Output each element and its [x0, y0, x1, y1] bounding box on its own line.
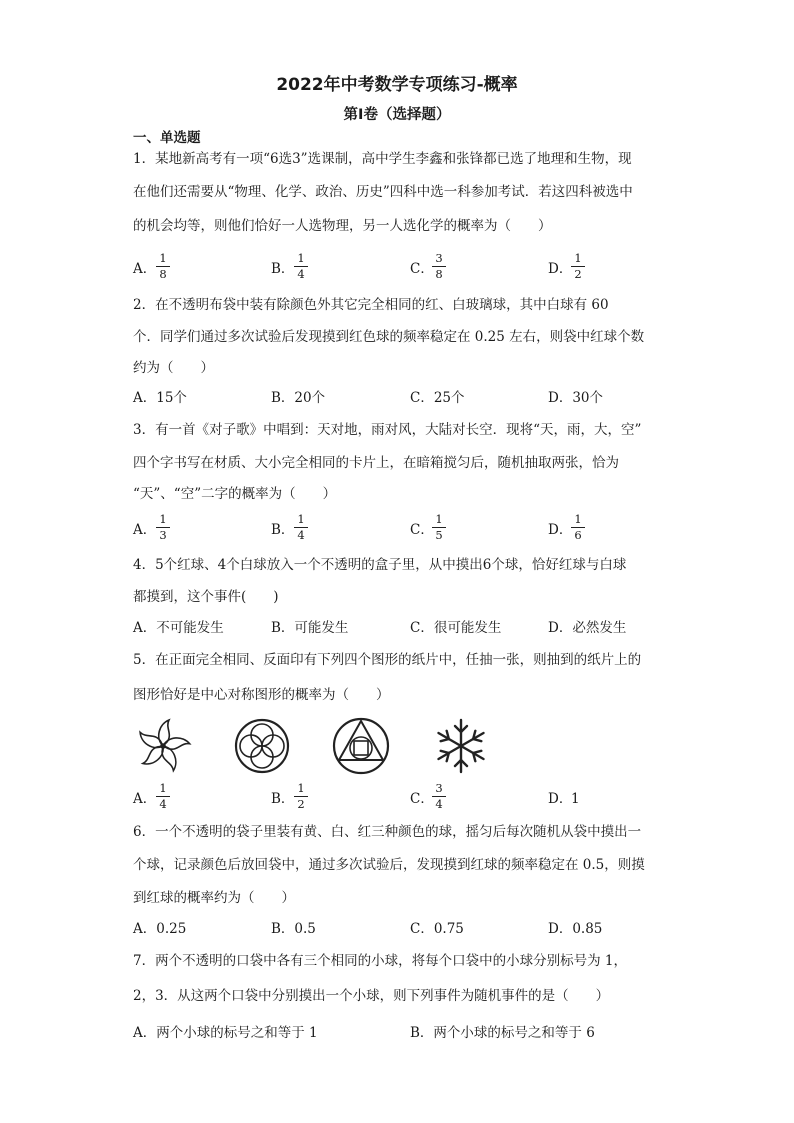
q3-option-b: B． — [271, 522, 295, 538]
q4-option-a: A．不可能发生 — [133, 620, 224, 636]
q3-option-d-fraction: $\frac{1}{6}$ — [571, 513, 585, 542]
q2-option-c: C．25个 — [410, 390, 465, 406]
q3-option-c-fraction: $\frac{1}{5}$ — [432, 513, 446, 542]
q5-line-2: 图形恰好是中心对称图形的概率为（ ） — [133, 687, 390, 703]
q5-option-d: D． — [548, 791, 573, 807]
q3-option-a-fraction: $\frac{1}{3}$ — [156, 513, 170, 542]
q3-option-d: D． — [548, 522, 573, 538]
q7-line-2: 2，3．从这两个口袋中分别摸出一个小球，则下列事件为随机事件的是（ ） — [133, 988, 610, 1004]
q6-option-b: B．0.5 — [271, 921, 316, 937]
q7-line-1: 7．两个不透明的口袋中各有三个相同的小球，将每个口袋中的小球分别标号为 1， — [133, 953, 627, 969]
q4-option-c: C．很可能发生 — [410, 620, 502, 636]
q3-line-3: “天”、“空”二字的概率为（ ） — [133, 486, 337, 502]
q3-option-c: C． — [410, 522, 434, 538]
four-petal-circle-figure — [232, 716, 292, 776]
q1-option-a-fraction: $\frac{1}{8}$ — [156, 252, 170, 281]
q2-line-2: 个．同学们通过多次试验后发现摸到红色球的频率稳定在 0.25 左右，则袋中红球个数 — [133, 329, 645, 345]
q1-option-d-fraction: $\frac{1}{2}$ — [571, 252, 585, 281]
q1-line-3: 的机会均等，则他们恰好一人选物理，另一人选化学的概率为（ ） — [133, 218, 552, 234]
snowflake-figure — [431, 716, 491, 776]
q6-line-2: 个球，记录颜色后放回袋中，通过多次试验后，发现摸到红球的频率稳定在 0.5，则摸 — [133, 857, 645, 873]
q3-option-a: A． — [133, 522, 157, 538]
q3-option-b-fraction: $\frac{1}{4}$ — [294, 513, 308, 542]
q7-option-a: A．两个小球的标号之和等于 1 — [133, 1025, 318, 1041]
q5-option-a-fraction: $\frac{1}{4}$ — [156, 782, 170, 811]
q6-option-c: C．0.75 — [410, 921, 464, 937]
q5-option-c-fraction: $\frac{3}{4}$ — [432, 782, 446, 811]
q2-option-a: A．15个 — [133, 390, 187, 406]
q5-option-a: A． — [133, 791, 157, 807]
q3-line-1: 3．有一首《对子歌》中唱到：天对地，雨对风，大陆对长空．现将“天，雨，大，空” — [133, 422, 642, 438]
q5-option-c: C． — [410, 791, 434, 807]
q4-option-d: D．必然发生 — [548, 620, 627, 636]
q1-option-b: B． — [271, 261, 295, 277]
q1-option-d: D． — [548, 261, 573, 277]
q4-line-1: 4．5个红球、4个白球放入一个不透明的盒子里，从中摸出6个球，恰好红球与白球 — [133, 557, 627, 573]
q5-line-1: 5．在正面完全相同、反面印有下列四个图形的纸片中，任抽一张，则抽到的纸片上的 — [133, 652, 642, 668]
q4-line-2: 都摸到，这个事件( ) — [133, 589, 279, 605]
q1-option-b-fraction: $\frac{1}{4}$ — [294, 252, 308, 281]
q1-option-a: A． — [133, 261, 157, 277]
q1-option-c-fraction: $\frac{3}{8}$ — [432, 252, 446, 281]
q6-line-3: 到红球的概率约为（ ） — [133, 890, 295, 906]
q1-line-2: 在他们还需要从“物理、化学、政治、历史”四科中选一科参加考试．若这四科被选中 — [133, 184, 633, 200]
section-heading: 一、单选题 — [133, 130, 201, 146]
q1-line-1: 1．某地新高考有一项“6选3”选课制，高中学生李鑫和张锋都已选了地理和生物，现 — [133, 151, 632, 167]
q2-option-d: D．30个 — [548, 390, 604, 406]
q5-option-b-fraction: $\frac{1}{2}$ — [294, 782, 308, 811]
q6-option-d: D．0.85 — [548, 921, 603, 937]
q2-line-1: 2．在不透明布袋中装有除颜色外其它完全相同的红、白玻璃球，其中白球有 60 — [133, 297, 609, 313]
q7-option-b: B．两个小球的标号之和等于 6 — [410, 1025, 595, 1041]
q4-option-b: B．可能发生 — [271, 620, 349, 636]
triangle-circle-square-figure — [331, 716, 391, 776]
q2-line-3: 约为（ ） — [133, 360, 214, 376]
q5-option-d-value: 1 — [571, 791, 580, 807]
q5-option-b: B． — [271, 791, 295, 807]
part-subtitle: 第I卷（选择题） — [343, 107, 451, 123]
q3-line-2: 四个字书写在材质、大小完全相同的卡片上，在暗箱搅匀后，随机抽取两张，恰为 — [133, 455, 619, 471]
q1-option-c: C． — [410, 261, 434, 277]
document-title: 2022年中考数学专项练习-概率 — [276, 75, 518, 95]
q2-option-b: B．20个 — [271, 390, 326, 406]
q6-option-a: A．0.25 — [133, 921, 187, 937]
q6-line-1: 6．一个不透明的袋子里装有黄、白、红三种颜色的球，摇匀后每次随机从袋中摸出一 — [133, 824, 642, 840]
bauhinia-figure — [133, 716, 193, 776]
